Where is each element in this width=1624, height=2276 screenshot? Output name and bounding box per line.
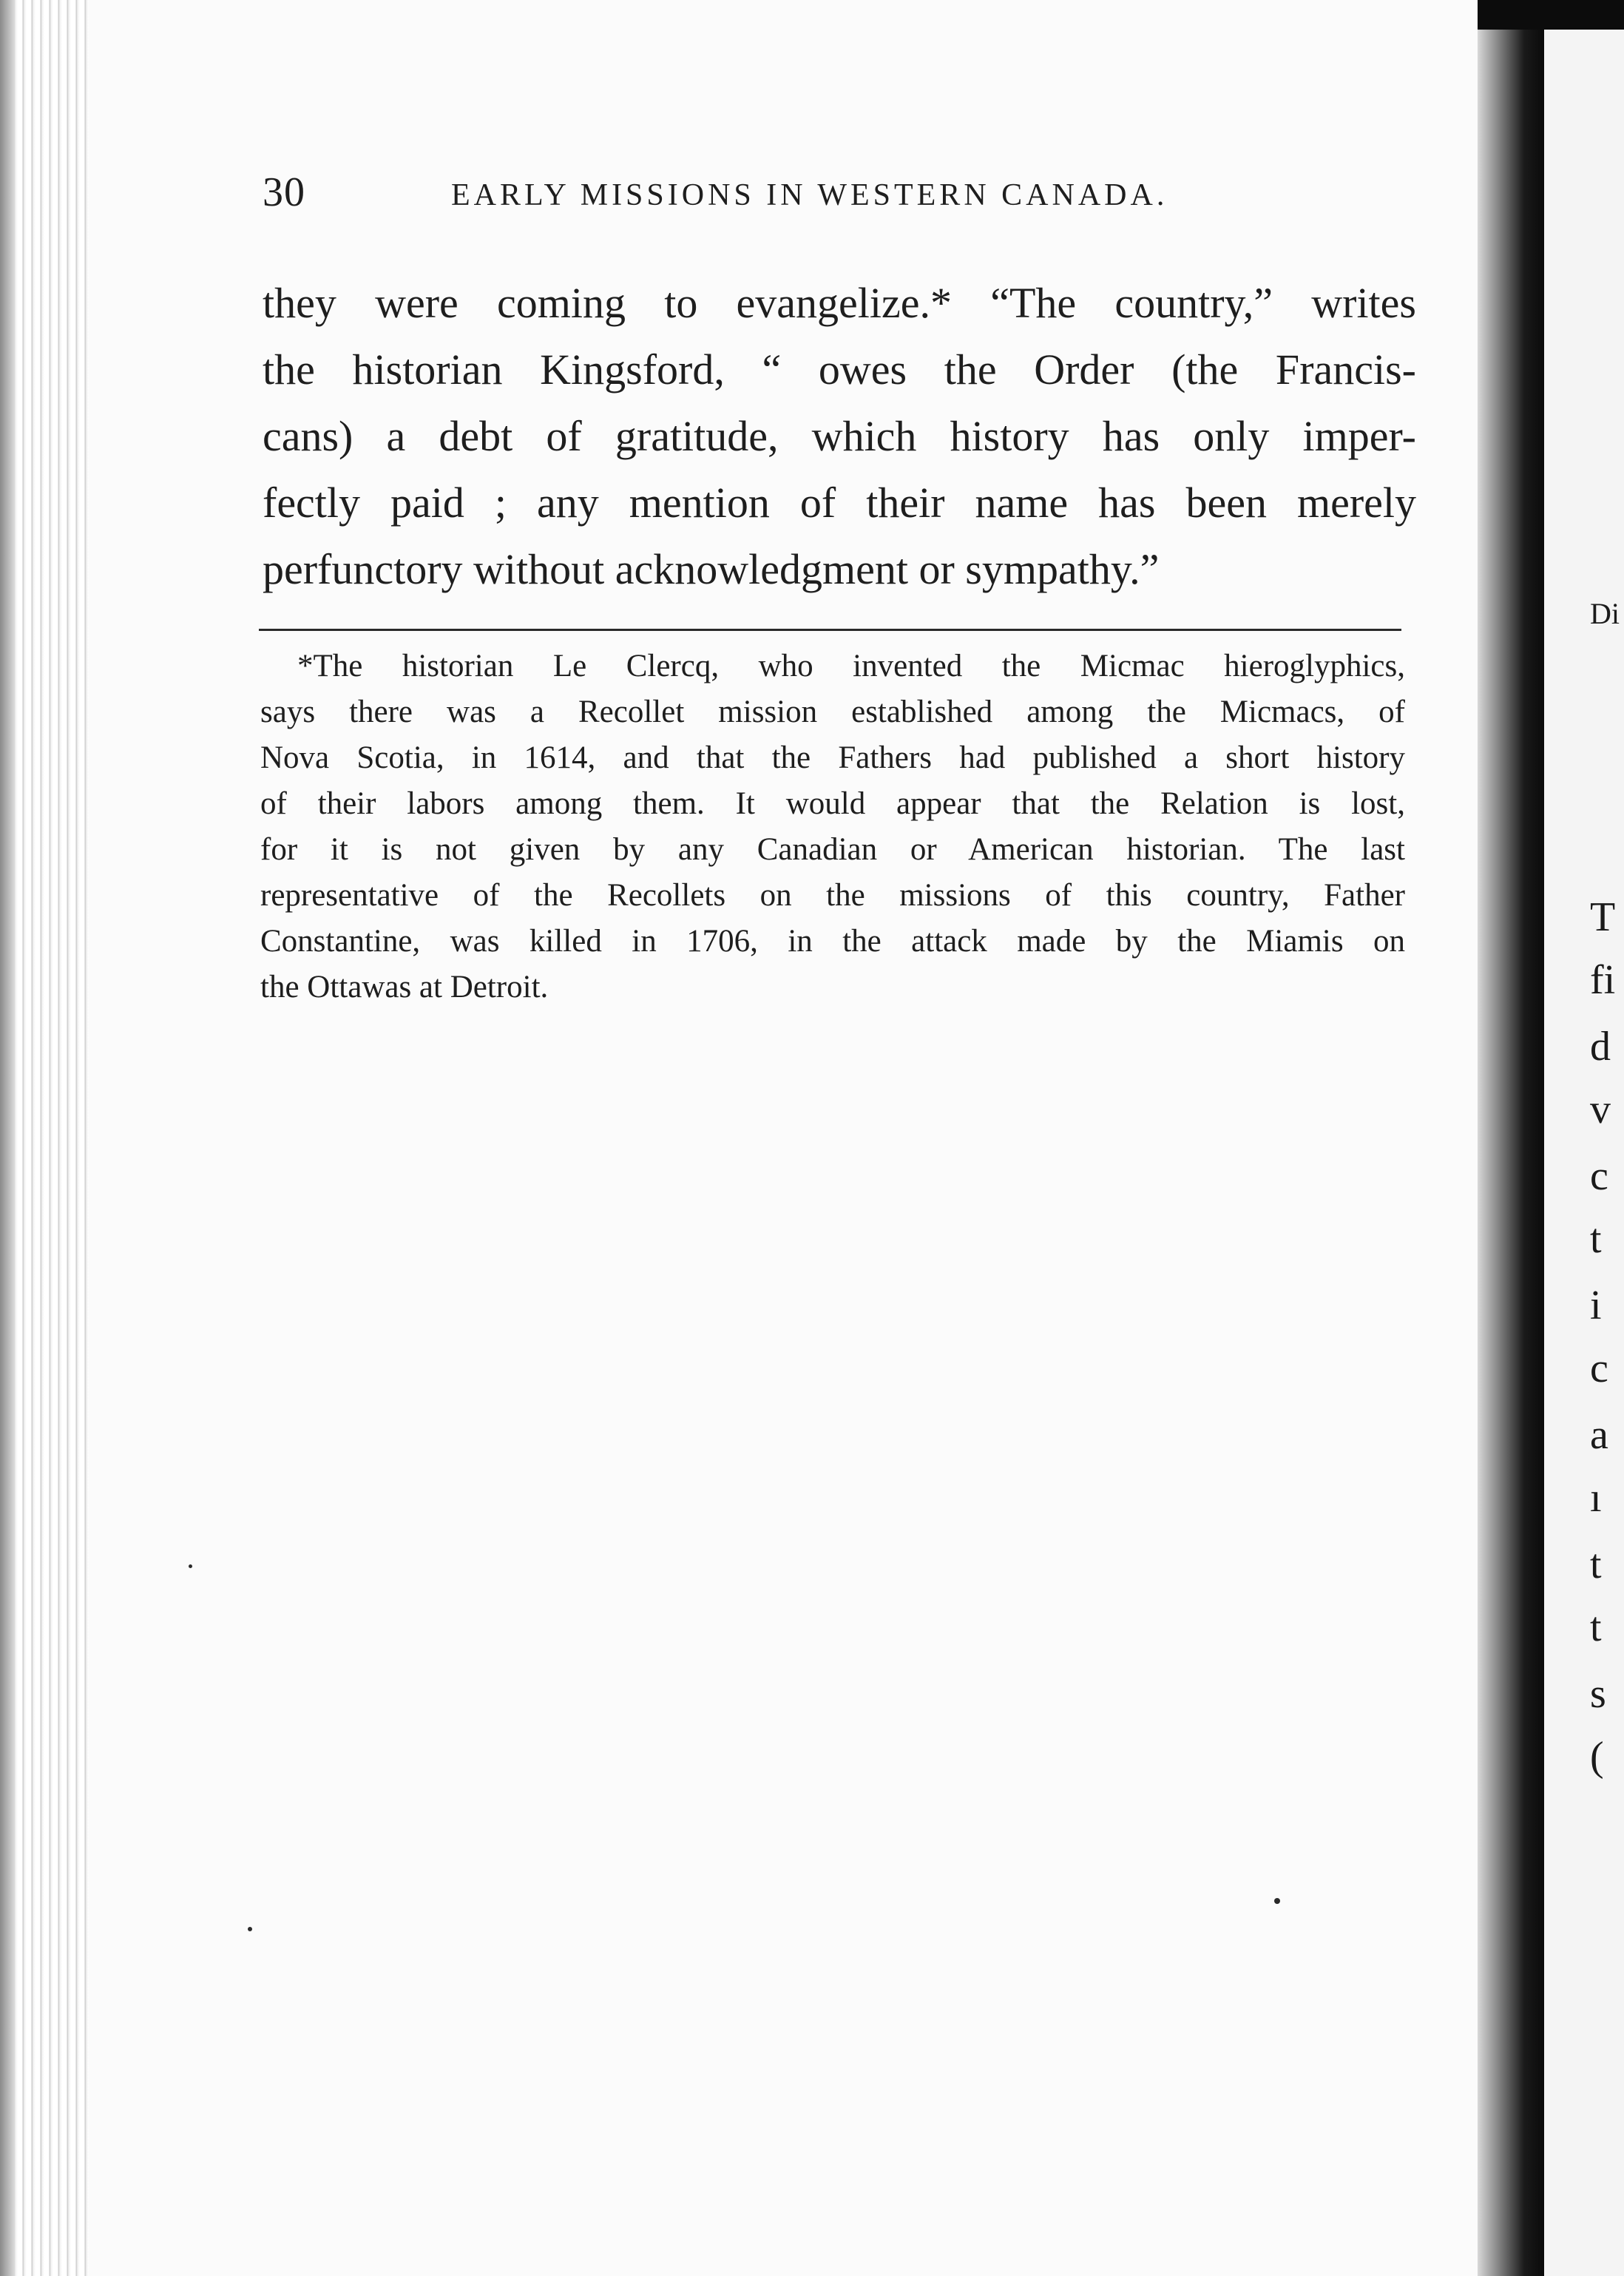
facing-page-fragment: a bbox=[1590, 1413, 1608, 1457]
body-line: they were coming to evangelize.* “The country,” writes bbox=[263, 279, 1416, 327]
facing-page-fragment: t bbox=[1590, 1605, 1602, 1649]
footnote-line: of their labors among them. It would appear that the Relation is lost, bbox=[260, 786, 1405, 821]
footnote-line: for it is not given by any Canadian or American historian. The last bbox=[260, 832, 1405, 867]
facing-page-fragment: T bbox=[1590, 895, 1616, 939]
footnote-line: *The historian Le Clercq, who invented the Micmac hieroglyphics, bbox=[297, 649, 1405, 683]
facing-page-fragment: Di bbox=[1590, 597, 1620, 630]
facing-page-fragment: v bbox=[1590, 1087, 1611, 1132]
gutter-top-shadow bbox=[1478, 0, 1624, 30]
footnote-line: the Ottawas at Detroit. bbox=[260, 970, 549, 1004]
body-line: fectly paid ; any mention of their name has been merely bbox=[263, 479, 1416, 527]
footnote-rule bbox=[259, 629, 1401, 631]
scan-speck bbox=[1274, 1898, 1280, 1904]
body-line: the historian Kingsford, “ owes the Order (the Francis- bbox=[263, 345, 1416, 394]
footnote-line: representative of the Recollets on the missions of this country, Father bbox=[260, 878, 1405, 913]
footnote bbox=[260, 644, 1405, 1010]
facing-page bbox=[1544, 30, 1624, 2276]
facing-page-fragment: ( bbox=[1590, 1735, 1604, 1779]
scan-speck bbox=[248, 1927, 252, 1931]
running-head: EARLY MISSIONS IN WESTERN CANADA. bbox=[451, 178, 1168, 212]
body-paragraph bbox=[263, 270, 1416, 603]
body-line: cans) a debt of gratitude, which history has only imper- bbox=[263, 412, 1416, 460]
facing-page-fragment: s bbox=[1590, 1672, 1606, 1716]
facing-page-fragment: i bbox=[1590, 1283, 1602, 1328]
left-page-edge bbox=[0, 0, 89, 2276]
gutter-shadow bbox=[1478, 0, 1544, 2276]
facing-page-fragment: c bbox=[1590, 1346, 1608, 1391]
facing-page-fragment: ı bbox=[1590, 1476, 1602, 1520]
footnote-line: Constantine, was killed in 1706, in the attack made by the Miamis on bbox=[260, 924, 1405, 959]
facing-page-fragment: fi bbox=[1590, 958, 1616, 1002]
scan-speck bbox=[189, 1564, 192, 1568]
page-header bbox=[263, 169, 1401, 220]
facing-page-fragment: t bbox=[1590, 1217, 1602, 1261]
footnote-line: Nova Scotia, in 1614, and that the Fathers had published a short history bbox=[260, 740, 1405, 775]
page-number: 30 bbox=[263, 169, 305, 215]
facing-page-fragment: c bbox=[1590, 1154, 1608, 1198]
facing-page-fragment: d bbox=[1590, 1024, 1611, 1069]
body-line: perfunctory without acknowledgment or sympathy.” bbox=[263, 545, 1160, 593]
footnote-line: says there was a Recollet mission established among the Micmacs, of bbox=[260, 695, 1405, 729]
facing-page-fragment: t bbox=[1590, 1542, 1602, 1587]
